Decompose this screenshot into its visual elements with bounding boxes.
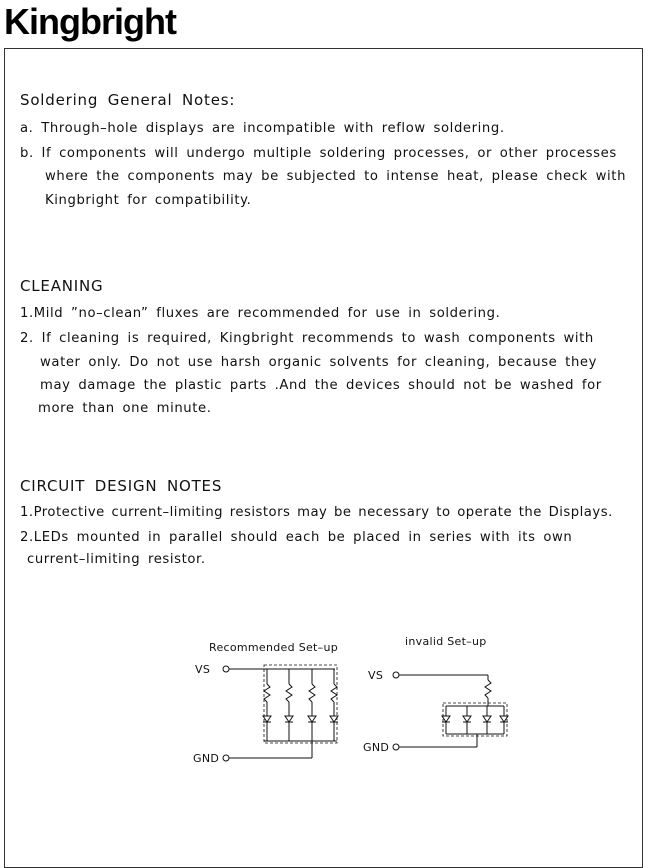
invalid-gnd-label: GND xyxy=(363,741,390,754)
cleaning-note-2-line3: may damage the plastic parts .And the devices should not be washed for xyxy=(40,378,602,393)
invalid-vs-label: VS xyxy=(368,669,384,682)
soldering-title: Soldering General Notes: xyxy=(20,91,236,109)
cleaning-title: CLEANING xyxy=(20,277,104,295)
recommended-vs-label: VS xyxy=(195,663,211,676)
kingbright-logo: Kingbright xyxy=(4,1,176,42)
recommended-branches xyxy=(263,669,338,758)
led-icon xyxy=(463,716,471,722)
cleaning-note-2-line2: water only. Do not use harsh organic solvents for cleaning, because they xyxy=(40,355,598,370)
recommended-gnd-terminal xyxy=(223,755,229,761)
soldering-note-a: a. Through–hole displays are incompatible with reflow soldering. xyxy=(20,121,505,136)
led-icon xyxy=(483,716,491,722)
circuit-note-2-line1: 2.LEDs mounted in parallel should each be placed in series with its own xyxy=(20,530,573,545)
resistor-icon xyxy=(485,680,491,698)
recommended-setup-title: Recommended Set–up xyxy=(209,641,339,654)
led-icon xyxy=(285,716,293,722)
recommended-gnd-label: GND xyxy=(193,752,220,765)
cleaning-note-2-line4: more than one minute. xyxy=(38,401,212,416)
invalid-gnd-terminal xyxy=(393,744,399,750)
led-icon xyxy=(308,716,316,722)
circuit-note-1: 1.Protective current–limiting resistors may be necessary to operate the Displays. xyxy=(20,505,613,520)
cleaning-note-2-line1: 2. If cleaning is required, Kingbright recommends to wash components with xyxy=(20,331,594,346)
soldering-note-b-line2: where the components may be subjected to intense heat, please check with xyxy=(45,169,627,184)
invalid-vs-terminal xyxy=(393,672,399,678)
branch-3 xyxy=(308,669,316,758)
cleaning-note-1: 1.Mild ”no–clean” fluxes are recommended for use in soldering. xyxy=(20,306,501,321)
circuit-title: CIRCUIT DESIGN NOTES xyxy=(20,477,223,495)
branch-2 xyxy=(285,669,293,741)
recommended-vs-terminal xyxy=(223,666,229,672)
invalid-leds xyxy=(442,706,508,734)
invalid-setup-title: invalid Set–up xyxy=(405,635,487,648)
soldering-note-b-line3: Kingbright for compatibility. xyxy=(45,193,252,208)
soldering-note-b-line1: b. If components will undergo multiple soldering processes, or other processes xyxy=(20,146,617,161)
circuit-note-2-line2: current–limiting resistor. xyxy=(27,552,206,567)
